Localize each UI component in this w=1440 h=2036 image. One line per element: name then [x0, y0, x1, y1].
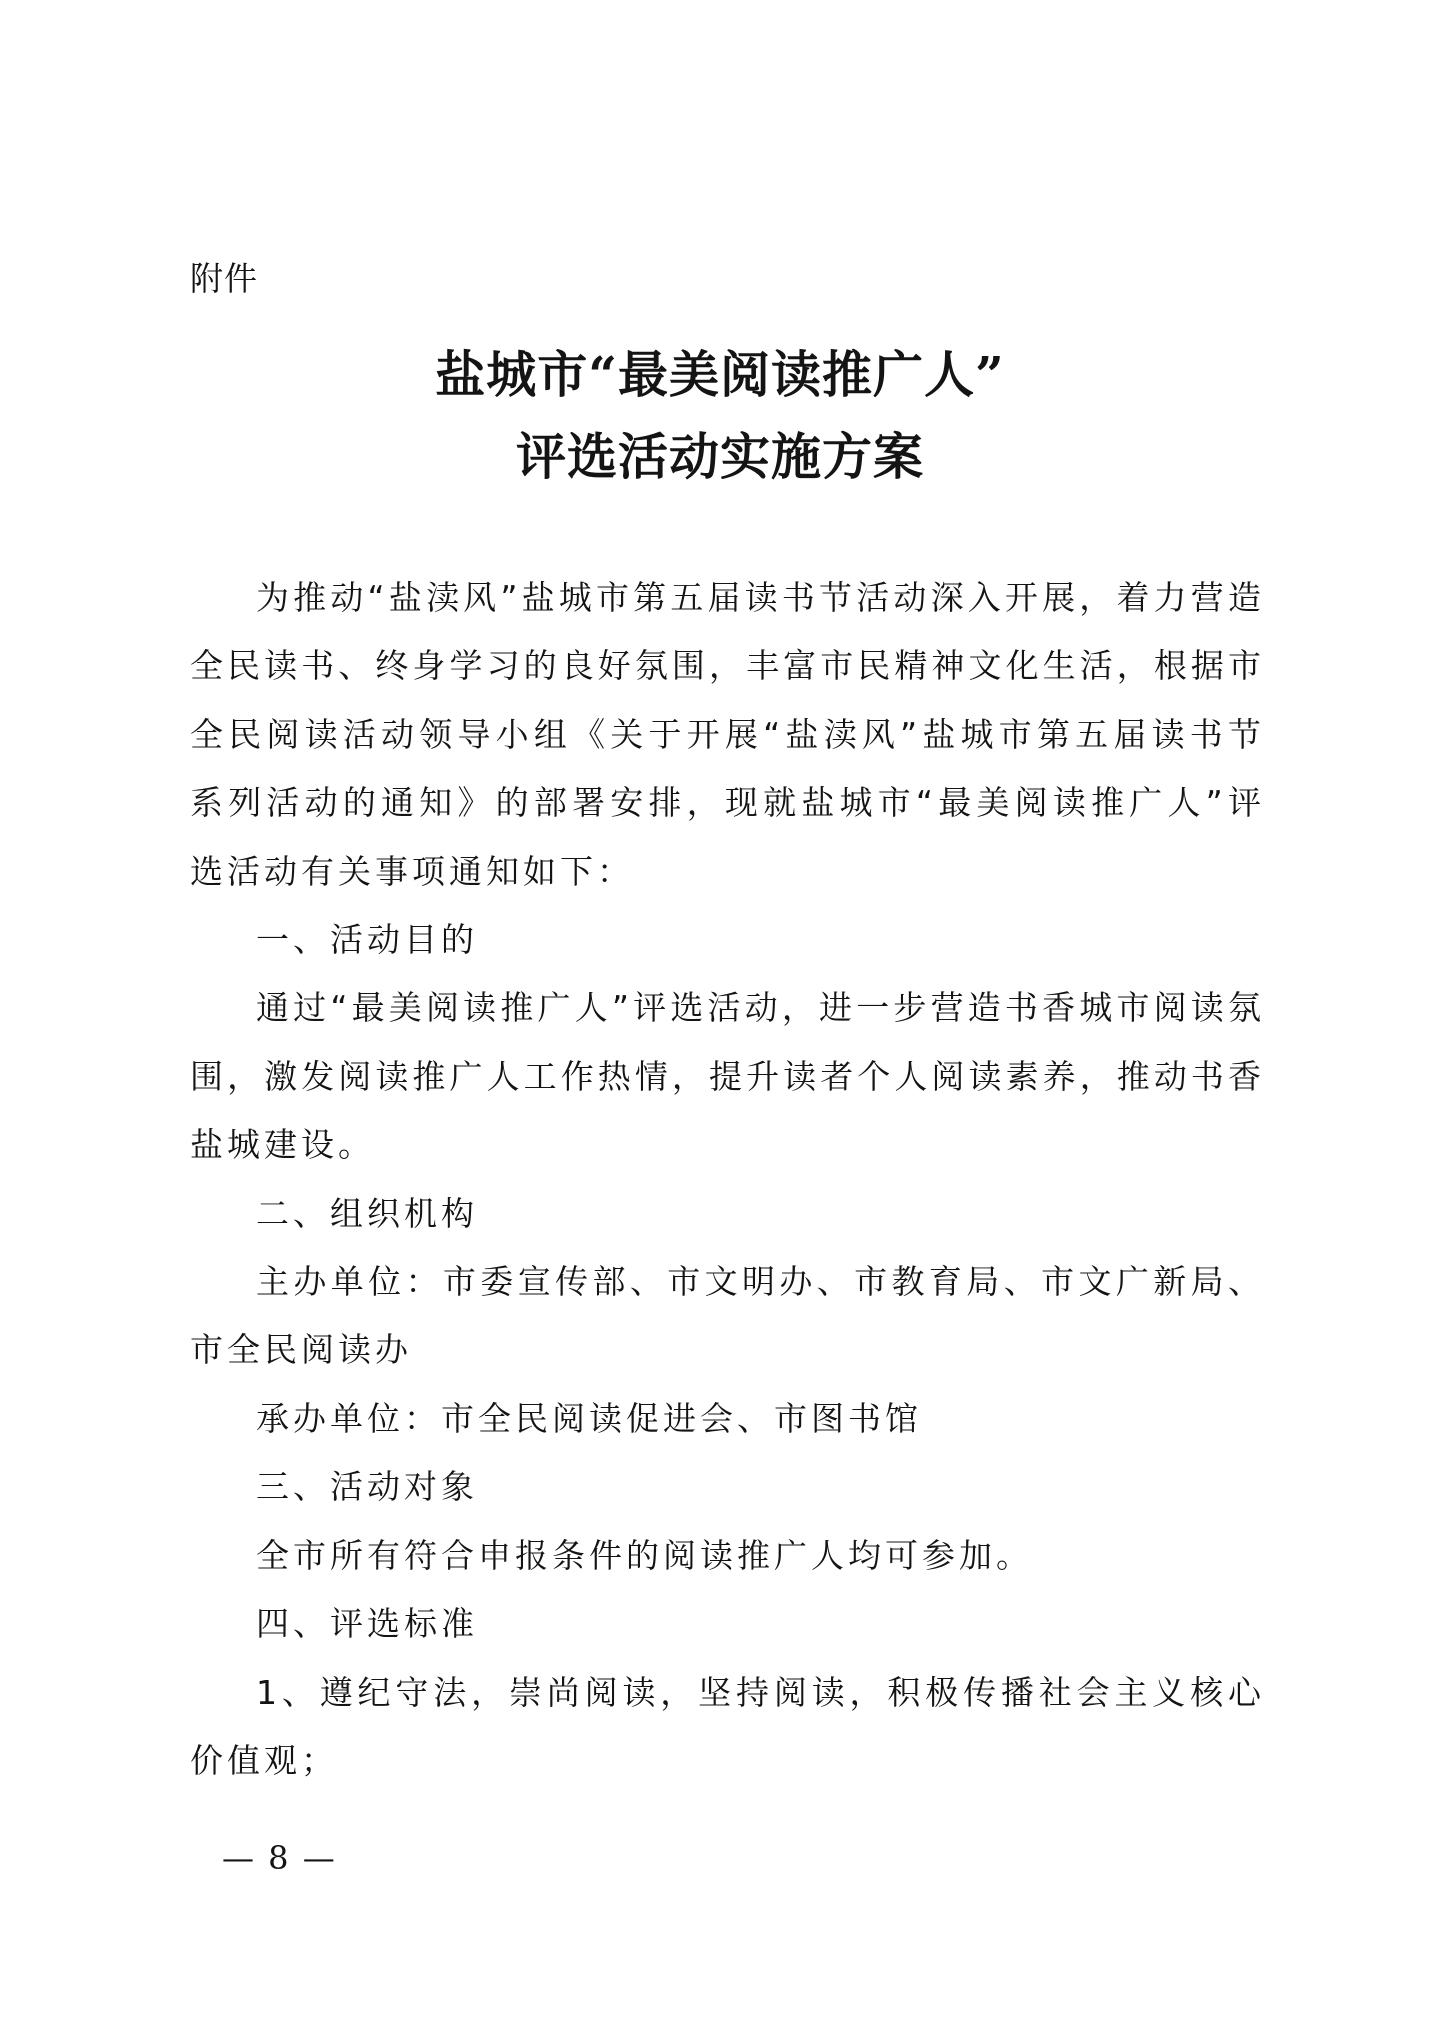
document-title-line-1: 盐城市“最美阅读推广人”	[435, 345, 1005, 404]
participants-paragraph: 全市所有符合申报条件的阅读推广人均可参加。	[256, 1535, 1033, 1575]
section-heading-participants: 三、活动对象	[256, 1467, 478, 1507]
page-number: — 8 —	[222, 1839, 337, 1877]
section-heading-purpose: 一、活动目的	[256, 920, 478, 960]
document-title-line-2: 评选活动实施方案	[516, 427, 924, 486]
section-heading-organization: 二、组织机构	[256, 1193, 478, 1233]
intro-paragraph: 为推动“盐渎风”盐城市第五届读书节活动深入开展，着力营造全民读书、终身学习的良好氛围，丰富市民精神文化生活，根据市全民阅读活动领导小组《关于开展“盐渎风”盐城市第五届读书节系列活动的通知》的部署安排，现就盐城市“最美阅读推广人”评选活动有关事项通知如下：	[190, 578, 1265, 891]
organizer-paragraph: 主办单位：市委宣传部、市文明办、市教育局、市文广新局、市全民阅读办	[190, 1262, 1265, 1370]
co-organizer-paragraph: 承办单位：市全民阅读促进会、市图书馆	[256, 1398, 922, 1438]
criteria-item-1: 1、遵纪守法，崇尚阅读，坚持阅读，积极传播社会主义核心价值观；	[190, 1672, 1265, 1780]
attachment-label: 附件	[190, 259, 258, 298]
section-heading-criteria: 四、评选标准	[256, 1604, 478, 1644]
purpose-paragraph: 通过“最美阅读推广人”评选活动，进一步营造书香城市阅读氛围，激发阅读推广人工作热情，提升读者个人阅读素养，推动书香盐城建设。	[190, 988, 1265, 1165]
document-body	[190, 564, 1265, 1795]
